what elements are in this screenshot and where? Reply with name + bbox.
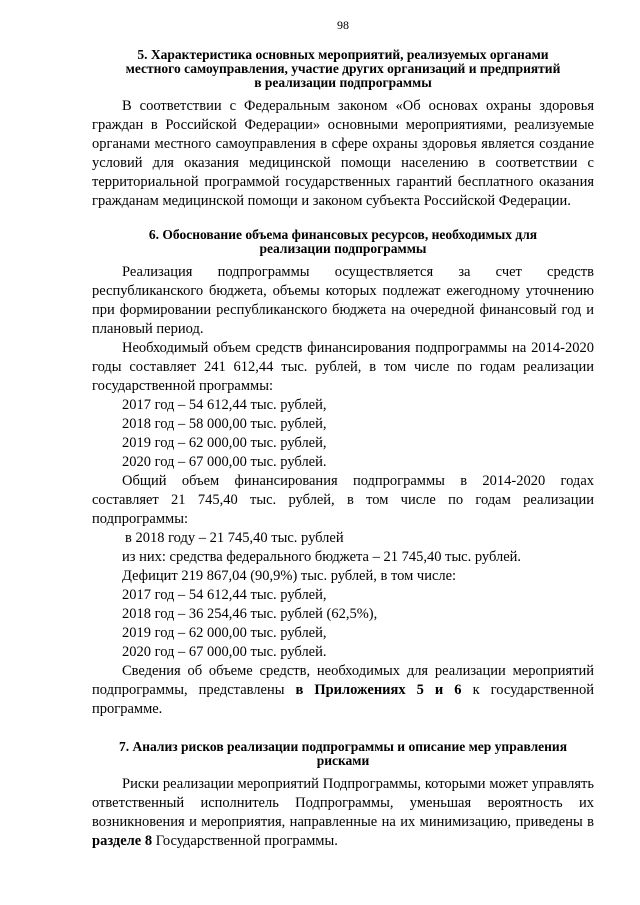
list-item: 2018 год – 36 254,46 тыс. рублей (62,5%), — [122, 606, 378, 622]
appendix-reference-text-before: Сведения об объеме средств, необходимых для реализации мероприятий подпрограммы, представлены — [92, 663, 594, 698]
list-item: 2017 год – 54 612,44 тыс. рублей, — [122, 397, 327, 413]
section-5-paragraph: В соответствии с Федеральным законом «Об основах охраны здоровья граждан в Российской Федерации» основными мероприятиями, реализуемые органами местного самоуправления в сфере охраны здоровья является создание условий для оказания медицинской помощи населению в соответствии с территориальной программой государственных гарантий бесплатного оказания гражданам медицинской помощи и законом субъекта Российской Федерации. — [92, 98, 594, 209]
section-7-heading-line-2: рисками — [316, 753, 370, 768]
appendix-reference-bold: в Приложениях 5 и 6 — [295, 682, 462, 698]
section-7-heading-line-1: 7. Анализ рисков реализации подпрограммы и описание мер управления — [119, 739, 567, 754]
risk-text-after: Государственной программы. — [152, 833, 338, 849]
risk-text-before: Риски реализации мероприятий Подпрограммы, которыми может управлять ответственный исполнитель Подпрограммы, уменьшая вероятность их возникновения и мероприятия, направленные на их минимизацию, приведены в — [92, 776, 594, 830]
section-5-heading — [92, 48, 594, 90]
line-deficit: Дефицит 219 867,04 (90,9%) тыс. рублей, в том числе: — [122, 568, 457, 584]
list-item: 2017 год – 54 612,44 тыс. рублей, — [122, 587, 327, 603]
section-7-heading — [92, 740, 594, 768]
section-5-heading-line-3: в реализации подпрограммы — [254, 75, 432, 90]
section-6-paragraph-required-volume: Необходимый объем средств финансирования подпрограммы на 2014-2020 годы составляет 241 612,44 тыс. рублей, в том числе по годам реализации государственной программы: — [92, 340, 594, 394]
section-6-heading-line-1: 6. Обоснование объема финансовых ресурсов, необходимых для — [148, 227, 538, 242]
list-item: 2020 год – 67 000,00 тыс. рублей. — [122, 454, 327, 470]
appendix-reference-text-after: к государственной программе. — [92, 682, 594, 717]
line-2018-funding: в 2018 году – 21 745,40 тыс. рублей — [125, 530, 344, 546]
section-6-heading — [92, 228, 594, 256]
deficit-by-year-list — [92, 586, 594, 662]
risk-section-reference-bold: разделе 8 — [92, 833, 153, 849]
required-volume-by-year-list — [92, 396, 594, 472]
line-federal-budget: из них: средства федерального бюджета – 21 745,40 тыс. рублей. — [122, 549, 522, 565]
section-7-paragraph — [92, 775, 594, 851]
list-item: 2020 год – 67 000,00 тыс. рублей. — [122, 644, 327, 660]
list-item: 2019 год – 62 000,00 тыс. рублей, — [122, 435, 327, 451]
section-6-paragraph-total-volume: Общий объем финансирования подпрограммы в 2014-2020 годах составляет 21 745,40 тыс. рублей, в том числе по годам реализации подпрограммы: — [92, 473, 594, 527]
list-item: 2018 год – 58 000,00 тыс. рублей, — [122, 416, 327, 432]
section-5-heading-line-1: 5. Характеристика основных мероприятий, реализуемых органами — [137, 47, 549, 62]
page-number: 98 — [337, 18, 349, 32]
list-item: 2019 год – 62 000,00 тыс. рублей, — [122, 625, 327, 641]
section-6-heading-line-2: реализации подпрограммы — [259, 241, 427, 256]
section-6-paragraph-appendix-reference — [92, 662, 594, 719]
section-5-heading-line-2: местного самоуправления, участие других организаций и предприятий — [125, 61, 561, 76]
section-6-paragraph-funding-source: Реализация подпрограммы осуществляется за счет средств республиканского бюджета, объемы которых подлежат ежегодному уточнению при формировании республиканского бюджета на очередной финансовый год и плановый период. — [92, 264, 594, 337]
